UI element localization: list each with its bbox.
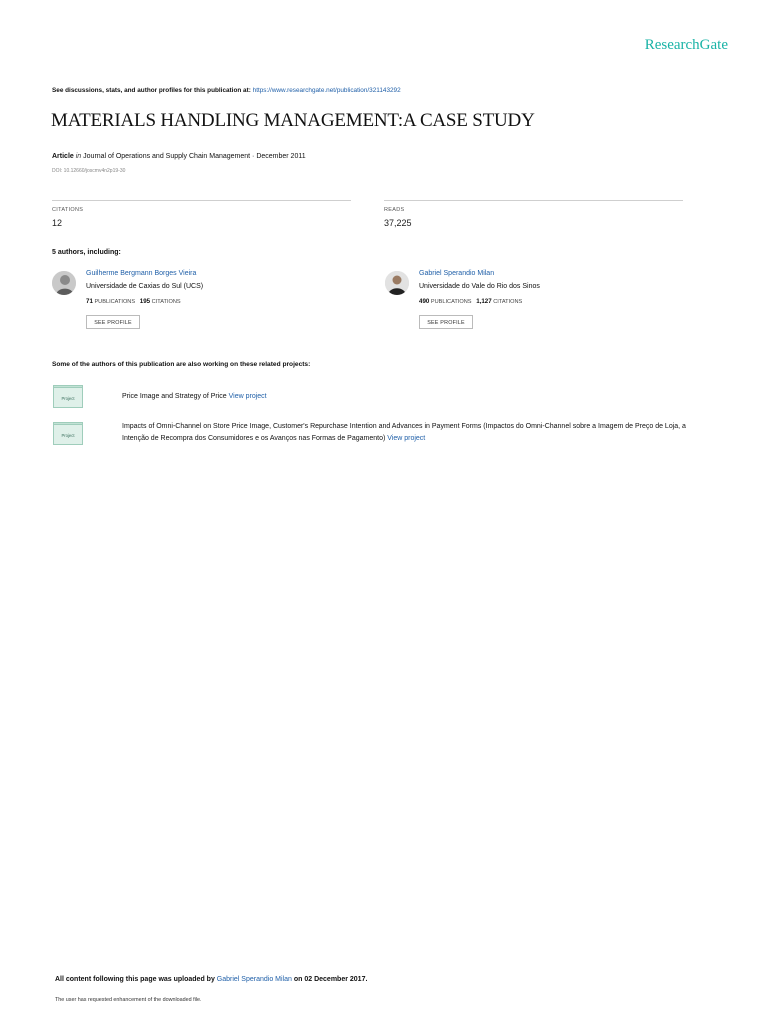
divider-citations xyxy=(52,200,351,201)
discussions-line xyxy=(52,87,401,94)
see-profile-button[interactable]: SEE PROFILE xyxy=(86,315,140,329)
upload-suffix: on 02 December 2017. xyxy=(293,976,368,983)
citations-label: CITATIONS xyxy=(52,207,84,213)
citations-count: 195 xyxy=(139,298,151,305)
project-title: Price Image and Strategy of Price xyxy=(122,393,227,400)
publications-label: PUBLICATIONS xyxy=(94,299,136,305)
page-title: MATERIALS HANDLING MANAGEMENT:A CASE STUDY xyxy=(51,110,535,131)
reads-label: READS xyxy=(384,207,405,213)
article-type: Article xyxy=(52,153,74,160)
reads-value: 37,225 xyxy=(384,218,412,228)
discussions-text: See discussions, stats, and author profiles for this publication at: xyxy=(52,87,251,94)
doi: DOI: 10.12660/joscmv4n2p19-30 xyxy=(52,168,126,174)
citations-count: 1,127 xyxy=(476,298,492,305)
citations-label: CITATIONS xyxy=(151,299,181,305)
citations-value: 12 xyxy=(52,218,63,228)
related-projects-heading: Some of the authors of this publication are also working on these related projects: xyxy=(52,361,311,368)
upload-note xyxy=(55,976,367,983)
divider-reads xyxy=(384,200,683,201)
view-project-link[interactable]: View project xyxy=(228,393,267,400)
author-institution: Universidade do Vale do Rio dos Sinos xyxy=(419,283,540,290)
journal-info: Journal of Operations and Supply Chain Management · December 2011 xyxy=(83,153,306,160)
person-photo-icon xyxy=(52,271,76,295)
folder-body xyxy=(53,388,83,408)
article-in: in xyxy=(75,153,82,160)
author-name-link[interactable]: Gabriel Sperandio Milan xyxy=(419,270,495,277)
uploader-link[interactable]: Gabriel Sperandio Milan xyxy=(216,976,292,983)
citations-label: CITATIONS xyxy=(493,299,523,305)
folder-label: Project xyxy=(61,433,75,438)
publications-count: 71 xyxy=(86,298,93,305)
see-profile-button[interactable]: SEE PROFILE xyxy=(419,315,473,329)
author-institution: Universidade de Caxias do Sul (UCS) xyxy=(86,283,204,290)
publications-count: 490 xyxy=(419,298,430,305)
project-item xyxy=(122,421,712,445)
project-item xyxy=(122,391,702,403)
avatar[interactable] xyxy=(385,271,409,295)
person-photo-icon xyxy=(385,271,409,295)
project-folder-icon xyxy=(53,422,83,445)
folder-body xyxy=(53,425,83,445)
author-stats xyxy=(419,298,522,305)
author-name-link[interactable]: Guilherme Bergmann Borges Vieira xyxy=(86,270,197,277)
folder-label: Project xyxy=(61,396,75,401)
publication-url-link[interactable]: https://www.researchgate.net/publication/321143292 xyxy=(252,87,401,94)
publications-label: PUBLICATIONS xyxy=(430,299,472,305)
project-folder-icon xyxy=(53,385,83,408)
article-meta xyxy=(52,153,306,160)
enhancement-note: The user has requested enhancement of the downloaded file. xyxy=(55,997,202,1003)
author-stats xyxy=(86,298,181,305)
authors-heading: 5 authors, including: xyxy=(52,249,121,256)
project-title: Impacts of Omni-Channel on Store Price Image, Customer's Repurchase Intention and Advances in Payment Forms (Impactos do Omni-Channel sobre a Imagem de Preço de Loja, a Intenção de Recompra dos Consumidores e os Avanços nas Formas de Pagamento) xyxy=(122,423,686,442)
view-project-link[interactable]: View project xyxy=(387,435,426,442)
avatar[interactable] xyxy=(52,271,76,295)
upload-prefix: All content following this page was uploaded by xyxy=(55,976,215,983)
researchgate-logo[interactable]: ResearchGate xyxy=(644,37,728,53)
